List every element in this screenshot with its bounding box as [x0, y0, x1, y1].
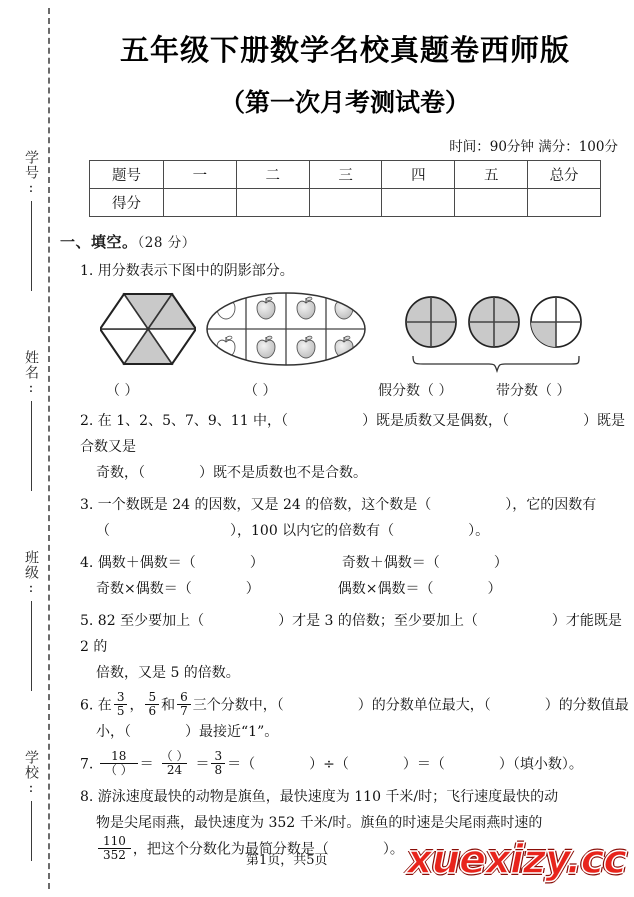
site-watermark: xuexizy.cc	[406, 837, 626, 883]
page-footer	[56, 833, 634, 883]
score-entry-cell[interactable]	[164, 189, 237, 217]
score-entry-cell[interactable]	[309, 189, 382, 217]
question-4-text-c: 奇数×偶数＝（	[96, 581, 192, 597]
question-5	[80, 608, 634, 686]
question-3-text-d: ），100 以内它的倍数有（	[230, 523, 395, 539]
question-8-line-2: 物是尖尾雨燕，最快速度为 352 千米/时。旗鱼的时速是尖尾雨燕时速的	[96, 814, 543, 831]
question-6-line-1	[80, 692, 634, 719]
exam-meta: 时间：90分钟 满分：100分	[449, 139, 618, 155]
section-points: （28 分）	[137, 235, 196, 251]
page-subtitle: （第一次月考测试卷）	[219, 88, 470, 117]
fraction-denominator[interactable]: （ ）	[100, 763, 138, 777]
question-4-text-a: 4. 偶数＋偶数＝（	[80, 555, 196, 571]
question-2-text-a: 2. 在 1、2、5、7、9、11 中，（	[80, 413, 289, 429]
apple-ellipse-figure	[206, 290, 366, 368]
sidebar-field-school-label: 学校:	[23, 750, 39, 797]
question-6-text-d: 小，（	[96, 723, 131, 740]
table-row	[90, 161, 601, 189]
fraction-numerator: 6	[180, 690, 188, 704]
section-heading-fill-in-blank	[60, 231, 634, 252]
page-title: 五年级下册数学名校真题卷西师版	[119, 33, 570, 67]
question-7-text-c: ）（填小数）。	[498, 756, 583, 773]
sidebar-field-name	[14, 350, 48, 491]
question-3-text-b: ），它的因数有	[505, 497, 597, 513]
score-table-cell: 题号	[90, 161, 164, 189]
fraction-blank-over-24[interactable]	[156, 750, 194, 777]
question-4-text-c-close: ）	[245, 581, 260, 597]
question-6-text-prefix: 6. 在	[80, 697, 112, 714]
question-5-line-2: 倍数，又是 5 的倍数。	[96, 665, 240, 681]
sidebar-field-class-label: 班级:	[23, 550, 39, 597]
score-table-cell: 五	[455, 161, 528, 189]
question-7-text-a: ）÷（	[309, 756, 349, 773]
score-table-cell: 二	[236, 161, 309, 189]
question-6-line-2	[80, 719, 634, 745]
score-table-cell: 三	[309, 161, 382, 189]
fraction-three-fifths	[114, 691, 128, 718]
page-number: 第1页，共5页	[246, 853, 328, 868]
fraction-denominator: 24	[162, 763, 187, 777]
fraction-five-sixths	[145, 691, 159, 718]
question-1-figures	[56, 288, 634, 380]
question-6-text-e: ）最接近“1”。	[185, 723, 279, 740]
fraction-three-eighths	[211, 750, 225, 777]
question-2-line-1	[80, 408, 634, 460]
fraction-numerator: 3	[116, 690, 125, 704]
question-7-text-prefix: 7.	[80, 756, 94, 773]
question-1	[80, 258, 634, 284]
fraction-numerator[interactable]: （ ）	[160, 748, 189, 763]
question-7-line-1	[80, 748, 634, 778]
question-6	[80, 692, 634, 745]
fraction-denominator: 7	[177, 704, 191, 718]
sidebar-field-student-id-label: 学号:	[23, 150, 39, 197]
hexagon-answer-blank[interactable]: （ ）	[106, 383, 139, 399]
question-3-text-a: 3. 一个数既是 24 的因数，又是 24 的倍数，这个数是（	[80, 497, 432, 513]
fraction-numerator: 110	[103, 833, 126, 848]
question-6-text-a: 三个分数中，（	[192, 697, 284, 714]
question-7-eq-2: ＝	[195, 756, 210, 773]
question-6-text-b: ）的分数单位最大，（	[357, 697, 491, 714]
question-4-text-d: 偶数×偶数＝（	[337, 581, 434, 597]
sidebar-field-class-rule	[31, 601, 32, 691]
fraction-six-sevenths	[177, 691, 191, 718]
sidebar-field-name-rule	[31, 401, 32, 491]
score-entry-cell[interactable]	[455, 189, 528, 217]
sidebar-field-class	[14, 550, 48, 691]
sidebar-field-student-id	[14, 150, 48, 291]
section-heading-text: 一、填空。	[60, 233, 138, 251]
question-6-sep-1: ，	[129, 697, 144, 714]
question-4-text-a-close: ）	[249, 555, 264, 571]
question-3-text-c: （	[96, 523, 110, 539]
fraction-numerator: 5	[148, 690, 157, 704]
fraction-denominator: 8	[211, 763, 225, 777]
question-2	[80, 408, 634, 486]
score-table	[89, 160, 601, 217]
quarter-circles-figure	[401, 294, 591, 376]
question-5-line-1	[80, 608, 634, 660]
score-table-cell: 一	[164, 161, 237, 189]
question-2-text-e: ）既不是质数也不是合数。	[199, 465, 367, 481]
sidebar-field-school-rule	[31, 801, 32, 861]
question-6-text-c: ）的分数值最	[544, 697, 629, 714]
question-3-text-e: ）。	[468, 523, 490, 539]
score-entry-cell[interactable]	[236, 189, 309, 217]
binding-margin	[0, 0, 56, 897]
question-5-text-c: ）才能既是 2 的	[80, 613, 622, 655]
question-2-line-2	[80, 460, 634, 486]
question-4-line-2	[80, 576, 634, 602]
question-5-text-b: ）才是 3 的倍数；至少要加上（	[278, 613, 478, 629]
question-4-text-d-close: ）	[487, 581, 502, 597]
fraction-denominator: 352	[98, 848, 131, 862]
question-8-text-b: ）。	[382, 841, 404, 858]
improper-fraction-answer-blank[interactable]: 假分数（ ）	[378, 383, 453, 399]
question-4-text-b-close: ）	[493, 555, 508, 571]
score-table-cell: 四	[382, 161, 455, 189]
ellipse-answer-blank[interactable]: （ ）	[244, 383, 277, 399]
exam-page	[56, 0, 634, 897]
question-4-text-b: 奇数＋偶数＝（	[341, 555, 440, 571]
question-1-text: 1. 用分数表示下图中的阴影部分。	[80, 263, 294, 279]
score-entry-cell[interactable]	[528, 189, 601, 217]
question-2-text-b: ）既是质数又是偶数，（	[362, 413, 510, 429]
question-6-sep-2: 和	[161, 697, 176, 714]
fraction-numerator: 18	[111, 748, 127, 763]
sidebar-field-student-id-rule	[31, 201, 32, 291]
fold-dashed-line	[48, 8, 50, 889]
question-2-text-c: ）既是合数又是	[80, 413, 626, 455]
question-8-text-a: ，把这个分数化为最简分数是（	[132, 841, 329, 858]
score-table-cell: 得分	[90, 189, 164, 217]
question-7	[80, 748, 634, 778]
question-2-text-d: 奇数，（	[96, 465, 145, 481]
sidebar-field-school	[14, 750, 48, 861]
score-table-cell: 总分	[528, 161, 601, 189]
question-7-eq-1: ＝	[139, 756, 154, 773]
hexagon-figure	[100, 290, 196, 368]
score-entry-cell[interactable]	[382, 189, 455, 217]
question-3-line-1	[80, 492, 634, 518]
question-4-line-1	[80, 550, 634, 576]
question-5-text-a: 5. 82 至少要加上（	[80, 613, 205, 629]
fraction-numerator: 3	[214, 748, 223, 763]
fraction-denominator: 5	[114, 704, 128, 718]
question-7-text-b: ）＝（	[402, 756, 445, 773]
fraction-18-over-blank[interactable]	[100, 750, 138, 777]
sidebar-field-name-label: 姓名:	[23, 350, 39, 397]
question-1-figure-labels	[56, 380, 634, 402]
question-4	[80, 550, 634, 602]
mixed-fraction-answer-blank[interactable]: 带分数（ ）	[496, 383, 571, 399]
question-8-line-1: 8. 游泳速度最快的动物是旗鱼，最快速度为 110 千米/时；飞行速度最快的动	[80, 788, 559, 805]
question-3-line-2	[80, 518, 634, 544]
question-3	[80, 492, 634, 544]
fraction-denominator: 6	[145, 704, 159, 718]
table-row	[90, 189, 601, 217]
question-7-eq-3: ＝（	[227, 756, 256, 773]
